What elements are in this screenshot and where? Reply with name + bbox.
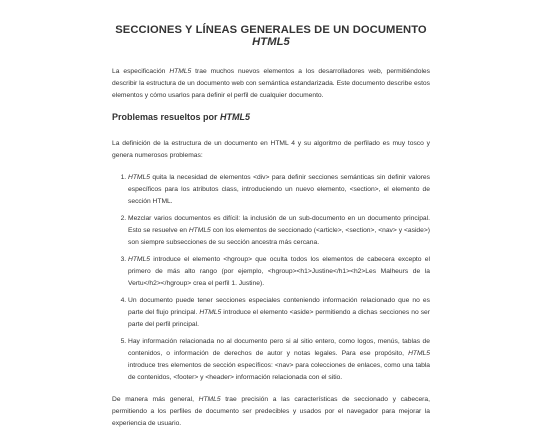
item-text: introduce el elemento <hgroup> que oculta todos los elementos de cabecera excepto el primero de más alto rango (por ejemplo, <hgroup><h1>Justine</h1><h2>Les Malheurs de la Vertu</h2></hgroup> crea el perfil 1. Justine). (128, 256, 430, 287)
item-emphasis: HTML5 (199, 309, 222, 316)
page-title (112, 24, 430, 48)
item-text: Un documento puede tener secciones especiales conteniendo información relacionado que no es parte del flujo principal. (128, 297, 430, 316)
list-item (128, 254, 430, 290)
list-item (128, 213, 430, 249)
item-emphasis: HTML5 (128, 256, 150, 263)
article-content (112, 24, 430, 430)
intro-text-1: La especificación (112, 68, 170, 75)
item-text: quita la necesidad de elementos <div> para definir secciones semánticas sin definir valores específicos para los atributos class, introduciendo un nuevo elemento, <section>, el elemento de sección HTML. (128, 174, 430, 205)
item-text: Mezclar varios documentos es difícil: la inclusión de un sub-documento en un documento principal. Esto se resuelve en (128, 215, 430, 234)
closing-emphasis: HTML5 (198, 396, 221, 403)
item-emphasis: HTML5 (128, 174, 150, 181)
problems-list (112, 172, 430, 384)
lead-paragraph: La definición de la estructura de un documento en HTML 4 y su algoritmo de perfilado es muy tosco y genera numerosos problemas: (112, 140, 430, 159)
closing-text-2: trae precisión a las características de seccionado y cabecera, permitiendo a los perfiles de documento ser predecibles y usados por el navegador para mejorar la experiencia de usuario. (112, 396, 430, 427)
page-title-emphasis: HTML5 (252, 36, 290, 48)
item-text: introduce el elemento <aside> permitiendo a dichas secciones no ser parte del perfil principal. (128, 309, 430, 328)
list-item (128, 336, 430, 384)
list-item (128, 295, 430, 331)
item-emphasis: HTML5 (408, 350, 430, 357)
intro-text-2: trae muchos nuevos elementos a los desarrolladores web, permitiéndoles describir la estructura de un documento web con semántica estandarizada. Este documento describe estos elementos y cómo usarlos para definir el perfil de cualquier documento. (112, 68, 430, 99)
item-text: introduce tres elementos de sección específicos: <nav> para colecciones de enlaces, como una tabla de contenidos, <footer> y <header> información relacionada con el sitio. (128, 362, 430, 381)
section-heading-emphasis: HTML5 (220, 112, 251, 122)
item-emphasis: HTML5 (188, 227, 211, 234)
item-text: Hay información relacionada no al documento pero si al sitio entero, como logos, menús, tablas de contenidos, o información de derechos de autor y notas legales. Para ese propósito, (128, 338, 430, 357)
closing-text-1: De manera más general, (112, 396, 199, 403)
page-title-text: SECCIONES Y LÍNEAS GENERALES DE UN DOCUMENTO (115, 24, 427, 36)
section-heading-text: Problemas resueltos por (112, 112, 221, 122)
intro-paragraph (112, 66, 430, 102)
section-heading (112, 112, 430, 122)
intro-emphasis: HTML5 (169, 68, 192, 75)
item-text: con los elementos de seccionado (<article>, <section>, <nav> y <aside>) son siempre subsecciones de su sección ancestra más cercana. (128, 227, 430, 246)
closing-paragraph (112, 394, 430, 430)
list-item (128, 172, 430, 208)
